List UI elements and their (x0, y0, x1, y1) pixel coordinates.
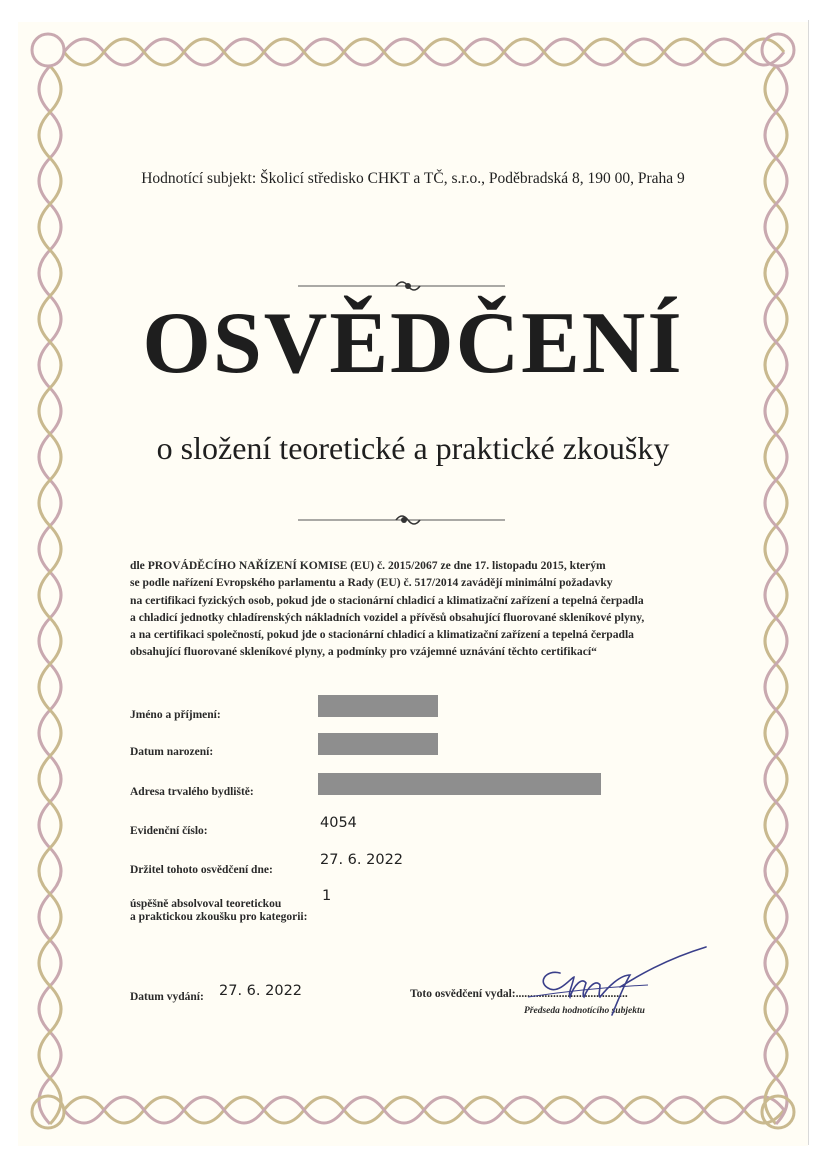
holder-date-label: Držitel tohoto osvědčení dne: (130, 864, 273, 876)
page-edge-line (808, 20, 809, 1145)
issuer-line: Hodnotící subjekt: Školicí středisko CHKT a TČ, s.r.o., Poděbradská 8, 190 00, Praha 9 (141, 170, 685, 187)
legal-line: se podle nařízení Evropského parlamentu a Rady (EU) č. 517/2014 zavádějí minimální požadavky (130, 576, 613, 590)
legal-line: dle PROVÁDĚCÍHO NAŘÍZENÍ KOMISE (EU) č. 2015/2067 ze dne 17. listopadu 2015, kterým (130, 559, 606, 572)
legal-basis-text (130, 557, 710, 661)
category-label-line2: a praktickou zkoušku pro kategorii: (130, 911, 308, 923)
category-value: 1 (322, 888, 332, 904)
certificate-title: OSVĚDČENÍ (142, 295, 684, 392)
handwritten-signature (520, 945, 720, 1025)
certificate-subtitle: o složení teoretické a praktické zkoušky (156, 430, 670, 466)
issue-date-label: Datum vydání: (130, 991, 204, 1003)
issue-date-value: 27. 6. 2022 (219, 983, 303, 999)
legal-line: a chladicí jednotky chladírenských nákladních vozidel a přívěsů obsahující fluorované skleníkové plyny, (130, 610, 645, 624)
legal-line: na certifikaci fyzických osob, pokud jde o stacionární chladicí a klimatizační zařízení a tepelná čerpadla (130, 593, 644, 607)
legal-line: obsahující fluorované skleníkové plyny, a podmínky pro vzájemné uznávání těchto certifikací“ (130, 645, 597, 659)
legal-line: a na certifikaci společností, pokud jde o stacionární chladicí a klimatizační zařízení a tepelná čerpadla (130, 628, 634, 642)
name-label: Jméno a příjmení: (130, 709, 221, 721)
evidence-number-label: Evidenční číslo: (130, 825, 208, 837)
category-label-line1: úspěšně absolvoval teoretickou (130, 898, 282, 910)
birth-date-label: Datum narození: (130, 746, 214, 758)
issued-by-role: Předseda hodnotícího subjektu (524, 1006, 645, 1016)
address-redaction (318, 773, 601, 795)
issued-by-label: Toto osvědčení vydal:....................................... (410, 988, 628, 1000)
address-label: Adresa trvalého bydliště: (130, 786, 254, 798)
evidence-number-value: 4054 (320, 815, 357, 831)
name-redaction (318, 695, 438, 717)
birth-date-redaction (318, 733, 438, 755)
holder-date-value: 27. 6. 2022 (320, 852, 404, 868)
